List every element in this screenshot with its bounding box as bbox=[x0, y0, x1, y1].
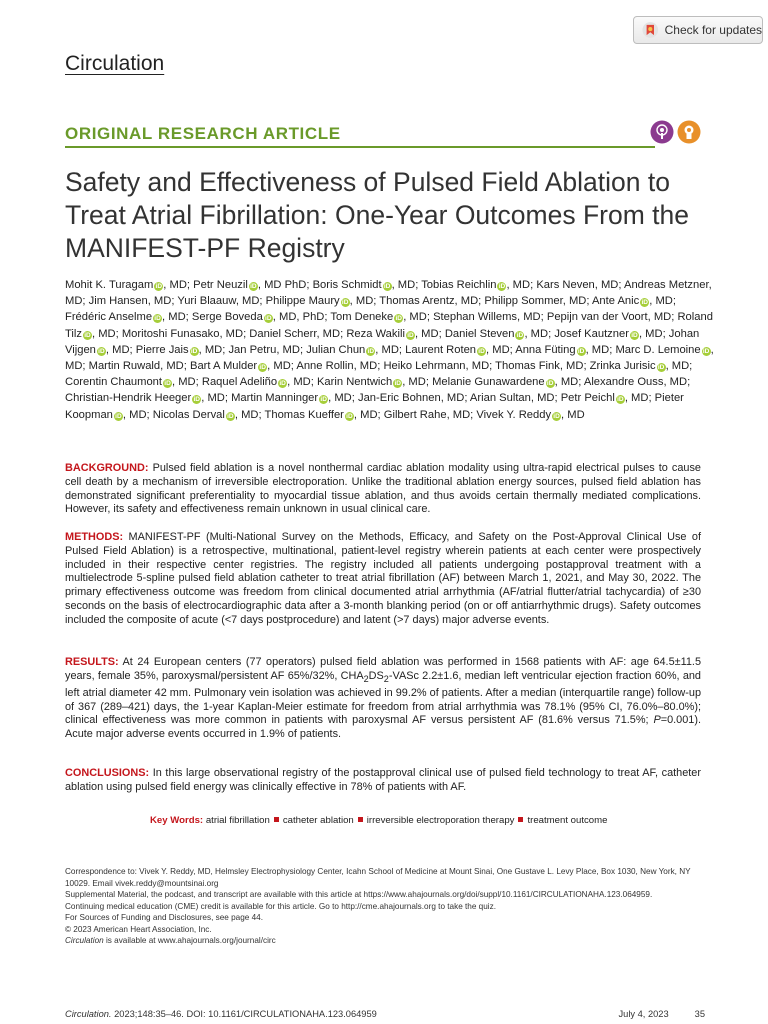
orcid-icon[interactable]: iD bbox=[193, 396, 200, 404]
author-name: Tobias Reichlin bbox=[421, 279, 497, 291]
orcid-icon[interactable]: iD bbox=[702, 347, 710, 355]
orcid-icon[interactable]: iD bbox=[250, 283, 257, 290]
p-value-symbol: P bbox=[653, 714, 661, 727]
author-degree: , MD; bbox=[446, 408, 477, 421]
author-name: Johan Vijgen bbox=[65, 327, 700, 356]
orcid-icon[interactable]: iD bbox=[657, 364, 665, 372]
footer-citation: 2023;148:35–46. DOI: 10.1161/CIRCULATIONAHA.123.064959 bbox=[111, 1009, 377, 1019]
availability-note bbox=[65, 935, 705, 947]
results-text-d: =0.001). Acute major adverse events occurred in 1.9% of patients. bbox=[65, 714, 701, 741]
author-degree: , MD; bbox=[162, 311, 192, 324]
footer-journal: Circulation. bbox=[65, 1009, 112, 1019]
article-tool-icons bbox=[650, 120, 701, 144]
author-name: Raquel Adeliño bbox=[201, 376, 278, 389]
author-degree: , MD; bbox=[559, 360, 590, 373]
results-label: RESULTS: bbox=[65, 656, 119, 668]
funding-note: For Sources of Funding and Disclosures, see page 44. bbox=[65, 913, 263, 922]
background-label: BACKGROUND: bbox=[65, 462, 149, 474]
author-name: Karin Nentwich bbox=[316, 376, 393, 389]
author-name: Jim Hansen bbox=[88, 295, 148, 308]
footer-date: July 4, 2023 bbox=[618, 1009, 669, 1019]
author-degree: , MD; bbox=[287, 376, 317, 389]
podcast-icon[interactable] bbox=[650, 120, 674, 144]
author-degree: , MD PhD; bbox=[257, 279, 313, 291]
abstract-results bbox=[65, 656, 701, 742]
author-name: Pieter Koopman bbox=[65, 392, 684, 421]
author-name: Martin Manninger bbox=[231, 392, 319, 405]
author-name: Christian-Hendrik Heeger bbox=[65, 392, 192, 405]
background-text: Pulsed field ablation is a novel nonthermal cardiac ablation modality using ultra-rapid electrical pulses to cause cell death by a mechanism of irreversible electroporation. Unlike the traditional ablation energy sources, pulsed field ablation has demonstrated significant preferentiality to myocardial tissue ablation, and thus avoids certain thermally mediated complications. However, its safety and effectiveness remain unknown in usual clinical care. bbox=[65, 462, 701, 516]
author-name: Serge Boveda bbox=[191, 311, 263, 324]
page-footer bbox=[65, 1009, 705, 1019]
author-name: Philipp Sommer bbox=[484, 295, 563, 308]
author-name: Laurent Roten bbox=[405, 343, 477, 356]
author-degree: , MD; bbox=[647, 311, 678, 324]
author-degree: , MD; bbox=[554, 376, 584, 389]
author-degree: , MD; bbox=[403, 311, 434, 324]
orcid-icon[interactable]: iD bbox=[98, 347, 105, 355]
author-degree: , MD; bbox=[160, 360, 190, 373]
check-for-updates-button[interactable] bbox=[633, 16, 763, 44]
results-subscript: 2 bbox=[363, 673, 369, 684]
keyword-item: irreversible electroporation therapy bbox=[366, 815, 515, 826]
copyright-note: © 2023 American Heart Association, Inc. bbox=[65, 924, 212, 934]
orcid-icon[interactable]: iD bbox=[155, 283, 163, 290]
keyword-separator bbox=[274, 817, 279, 822]
author-degree: , MD; bbox=[440, 392, 470, 405]
author-degree: , MD; bbox=[517, 311, 547, 324]
keyword-item: catheter ablation bbox=[282, 815, 354, 826]
author-name: Roland Tilz bbox=[65, 311, 713, 340]
author-name: Philippe Maury bbox=[265, 295, 340, 308]
author-degree: , MD; bbox=[414, 327, 445, 340]
author-degree: , MD; bbox=[624, 392, 655, 405]
footer-right bbox=[619, 1009, 705, 1019]
orcid-icon[interactable]: iD bbox=[259, 364, 266, 372]
author-degree: , MD; bbox=[316, 327, 347, 340]
author-degree: , MD; bbox=[267, 360, 297, 373]
section-divider bbox=[65, 146, 655, 148]
author-name: Heiko Lehrmann bbox=[383, 360, 466, 373]
keyword-separator bbox=[518, 817, 523, 822]
author-degree: , MD; bbox=[65, 343, 714, 373]
author-name: Marc D. Lemoine bbox=[615, 343, 701, 356]
author-degree: , MD; bbox=[663, 376, 691, 389]
author-degree: , MD; bbox=[198, 343, 229, 356]
author-degree: , MD; bbox=[375, 343, 406, 356]
author-name: Melanie Gunawardene bbox=[432, 376, 545, 389]
results-subscript: 2 bbox=[383, 673, 389, 684]
author-degree: , MD; bbox=[454, 295, 485, 308]
author-name: Kars Neven bbox=[536, 279, 595, 291]
orcid-icon[interactable]: iD bbox=[498, 283, 506, 290]
author-degree: , MD; bbox=[562, 295, 592, 308]
orcid-icon[interactable]: iD bbox=[641, 299, 648, 307]
author-degree: , MD; bbox=[201, 392, 232, 405]
author-name: Thomas Kueffer bbox=[264, 408, 344, 421]
author-degree: , MD; bbox=[122, 408, 153, 421]
correspondence-note: Correspondence to: Vivek Y. Reddy, MD, Helmsley Electrophysiology Center, Icahn School of Medicine at Mount Sinai, One Gustave L. Levy Place, Box 1030, New York, NY 10029. Email vivek.reddy@mountsinai.org bbox=[65, 867, 691, 888]
journal-name-link[interactable]: Circulation bbox=[65, 52, 165, 75]
orcid-icon[interactable]: iD bbox=[395, 315, 402, 323]
author-name: Pierre Jais bbox=[135, 343, 189, 356]
author-degree: , MD; bbox=[163, 279, 194, 291]
orcid-icon[interactable]: iD bbox=[367, 347, 375, 355]
author-name: Gilbert Rahe bbox=[383, 408, 447, 421]
orcid-icon[interactable]: iD bbox=[190, 347, 198, 355]
author-degree: , MD; bbox=[665, 360, 693, 373]
orcid-icon[interactable]: iD bbox=[341, 299, 349, 307]
author-degree: , MD; bbox=[349, 295, 380, 308]
orcid-icon[interactable]: iD bbox=[115, 412, 122, 420]
orcid-icon[interactable]: iD bbox=[407, 331, 414, 339]
article-title: Safety and Effectiveness of Pulsed Field Ablation to Treat Atrial Fibrillation: One-Year Outcomes From the MANIFEST-PF Registry bbox=[65, 167, 689, 263]
abstract-conclusions bbox=[65, 767, 701, 795]
author-name: Stephan Willems bbox=[433, 311, 518, 324]
author-name: Andreas Metzner bbox=[623, 279, 709, 291]
author-degree: , MD; bbox=[353, 408, 384, 421]
methods-text: MANIFEST-PF (Multi-National Survey on the Methods, Efficacy, and Safety on the Post-Approval Clinical Use of Pulsed Field Ablation) is a retrospective, multinational, patient-level registry wherein patients at each center were prospectively included in their respective center registries. The registry included all patients undergoing postapproval treatment with a multielectrode 5-spline pulsed field ablation catheter to treat atrial fibrillation (AF) between March 1, 2021, and May 30, 2022. The primary effectiveness outcome was freedom from clinical documented atrial arrhythmia (AF/atrial flutter/atrial tachycardia) of ≥30 seconds on the basis of electrocardiographic data after a 3-month blanking period (on or off antiarrhythmic drugs). Safety outcomes included the composite of acute (<7 days postprocedure) and latent (>7 days) major adverse events. bbox=[65, 531, 701, 626]
orcid-icon[interactable]: iD bbox=[346, 412, 353, 420]
orcid-icon[interactable]: iD bbox=[84, 331, 91, 339]
author-degree: , MD; bbox=[147, 295, 178, 308]
author-list bbox=[65, 277, 715, 423]
results-text-c: -VASc 2.2±1.6, median left ventricular ejection fraction 60%, and left atrial diameter 42 mm. Pulmonary vein isolation was achieved in 99.2% of patients. After a median (interquartile range) follow-up of 367 (289–421) days, the 1-year Kaplan-Meier estimate for freedom from atrial arrhythmia was 78.1% (95% CI, 76.0%–80.0%); clinical effectiveness was more common in patients with paroxysmal AF versus persistent AF (81.6% versus 71.5%; bbox=[65, 669, 701, 727]
author-name: Josef Kautzner bbox=[554, 327, 629, 340]
author-name: Thomas Fink bbox=[495, 360, 560, 373]
author-name: Tom Deneke bbox=[330, 311, 394, 324]
author-degree: , MD; bbox=[219, 327, 250, 340]
conclusions-label: CONCLUSIONS: bbox=[65, 767, 150, 779]
cme-note: Continuing medical education (CME) credit is available for this article. Go to http://cme.ahajournals.org to take the quiz. bbox=[65, 901, 496, 911]
orcid-icon[interactable]: iD bbox=[320, 396, 327, 404]
conclusions-text: In this large observational registry of the postapproval clinical use of pulsed field technology to treat AF, catheter ablation using pulsed field energy was clinically effective in 78% of patients with AF. bbox=[65, 767, 701, 793]
author-degree: , MD; bbox=[649, 295, 676, 308]
author-degree: , MD; bbox=[91, 327, 122, 340]
check-for-updates-label: Check for updates bbox=[664, 23, 762, 37]
author-name: Anne Rollin bbox=[296, 360, 354, 373]
author-name: Moritoshi Funasako bbox=[121, 327, 220, 340]
author-name: Daniel Steven bbox=[444, 327, 515, 340]
author-degree: , MD; bbox=[402, 376, 433, 389]
author-name: Zrinka Jurisic bbox=[589, 360, 656, 373]
orcid-icon[interactable]: iD bbox=[553, 412, 560, 420]
author-name: Yuri Blaauw bbox=[177, 295, 236, 308]
availability-text: is available at www.ahajournals.org/journal/circ bbox=[103, 936, 276, 945]
author-name: Bart A Mulder bbox=[189, 360, 258, 373]
author-name: Frédéric Anselme bbox=[65, 311, 153, 324]
author-name: Arian Sultan bbox=[469, 392, 531, 405]
orcid-icon[interactable]: iD bbox=[164, 380, 171, 388]
keyword-item: atrial fibrillation bbox=[205, 815, 270, 826]
author-degree: , MD; bbox=[172, 376, 202, 389]
author-degree: , MD; bbox=[638, 327, 669, 340]
orcid-icon[interactable]: iD bbox=[227, 412, 234, 420]
author-degree: , MD; bbox=[276, 343, 307, 356]
author-degree: , MD; bbox=[65, 279, 712, 308]
author-name: Mohit K. Turagam bbox=[65, 279, 154, 291]
section-label: ORIGINAL RESEARCH ARTICLE bbox=[65, 124, 341, 143]
orcid-icon[interactable]: iD bbox=[631, 331, 638, 339]
author-name: Julian Chun bbox=[306, 343, 366, 356]
keyword-item: treatment outcome bbox=[527, 815, 608, 826]
orcid-icon[interactable]: iD bbox=[516, 331, 524, 339]
orcid-icon[interactable]: iD bbox=[154, 315, 161, 323]
author-degree: , MD; bbox=[234, 408, 265, 421]
author-degree: , MD; bbox=[486, 343, 516, 356]
author-name: Reza Wakili bbox=[346, 327, 405, 340]
author-name: Petr Neuzil bbox=[193, 279, 248, 291]
author-name: Petr Peichl bbox=[560, 392, 615, 405]
author-degree: , MD; bbox=[328, 392, 358, 405]
author-degree: , MD; bbox=[530, 392, 561, 405]
author-degree: , MD; bbox=[506, 279, 537, 291]
supplemental-note: Supplemental Material, the podcast, and transcript are available with this article at https://www.ahajournals.org/doi/suppl/10.1161/CIRCULATIONAHA.123.064959. bbox=[65, 890, 653, 899]
page-number: 35 bbox=[694, 1009, 705, 1019]
orcid-icon[interactable]: iD bbox=[546, 380, 554, 388]
author-name: Corentin Chaumont bbox=[65, 376, 163, 389]
author-degree: , MD bbox=[561, 408, 585, 421]
results-text-b: DS bbox=[368, 669, 384, 682]
keywords-label: Key Words: bbox=[150, 815, 204, 826]
author-name: Thomas Arentz bbox=[379, 295, 455, 308]
author-degree: , MD; bbox=[465, 360, 496, 373]
orcid-icon[interactable]: iD bbox=[577, 347, 585, 355]
author-name: Anna Füting bbox=[515, 343, 576, 356]
footnotes bbox=[65, 866, 705, 947]
methods-label: METHODS: bbox=[65, 531, 124, 543]
author-name: Alexandre Ouss bbox=[583, 376, 664, 389]
availability-journal: Circulation bbox=[65, 936, 104, 945]
orcid-icon[interactable]: iD bbox=[279, 380, 286, 388]
keywords bbox=[150, 815, 607, 826]
author-degree: , MD; bbox=[585, 343, 616, 356]
abstract-background bbox=[65, 462, 701, 517]
crossmark-icon bbox=[642, 21, 659, 39]
author-degree: , MD; bbox=[105, 343, 136, 356]
author-degree: , MD, PhD; bbox=[272, 311, 331, 324]
author-name: Nicolas Derval bbox=[152, 408, 225, 421]
cme-icon[interactable] bbox=[677, 120, 701, 144]
author-name: Ante Anic bbox=[591, 295, 640, 308]
orcid-icon[interactable]: iD bbox=[265, 315, 272, 323]
author-degree: , MD; bbox=[594, 279, 624, 291]
author-name: Jan Petru bbox=[228, 343, 277, 356]
results-text-a: At 24 European centers (77 operators) pulsed field ablation was performed in 1568 patients with AF: age 64.5±11.5 years, female 35%, paroxysmal/persistent AF 65%/32%, CHA bbox=[65, 656, 701, 682]
author-degree: , MD; bbox=[391, 279, 422, 291]
author-degree: , MD; bbox=[235, 295, 266, 308]
author-name: Daniel Scherr bbox=[249, 327, 317, 340]
author-degree: , MD; bbox=[524, 327, 555, 340]
author-name: Boris Schmidt bbox=[312, 279, 382, 291]
author-name: Martin Ruwald bbox=[88, 360, 161, 373]
author-name: Pepijn van der Voort bbox=[546, 311, 648, 324]
abstract-methods bbox=[65, 531, 701, 628]
orcid-icon[interactable]: iD bbox=[478, 347, 485, 355]
orcid-icon[interactable]: iD bbox=[617, 396, 624, 404]
author-degree: , MD; bbox=[353, 360, 384, 373]
orcid-icon[interactable]: iD bbox=[383, 283, 391, 290]
author-name: Vivek Y. Reddy bbox=[476, 408, 552, 421]
orcid-icon[interactable]: iD bbox=[394, 380, 401, 388]
author-name: Jan-Eric Bohnen bbox=[357, 392, 441, 405]
keyword-separator bbox=[358, 817, 363, 822]
